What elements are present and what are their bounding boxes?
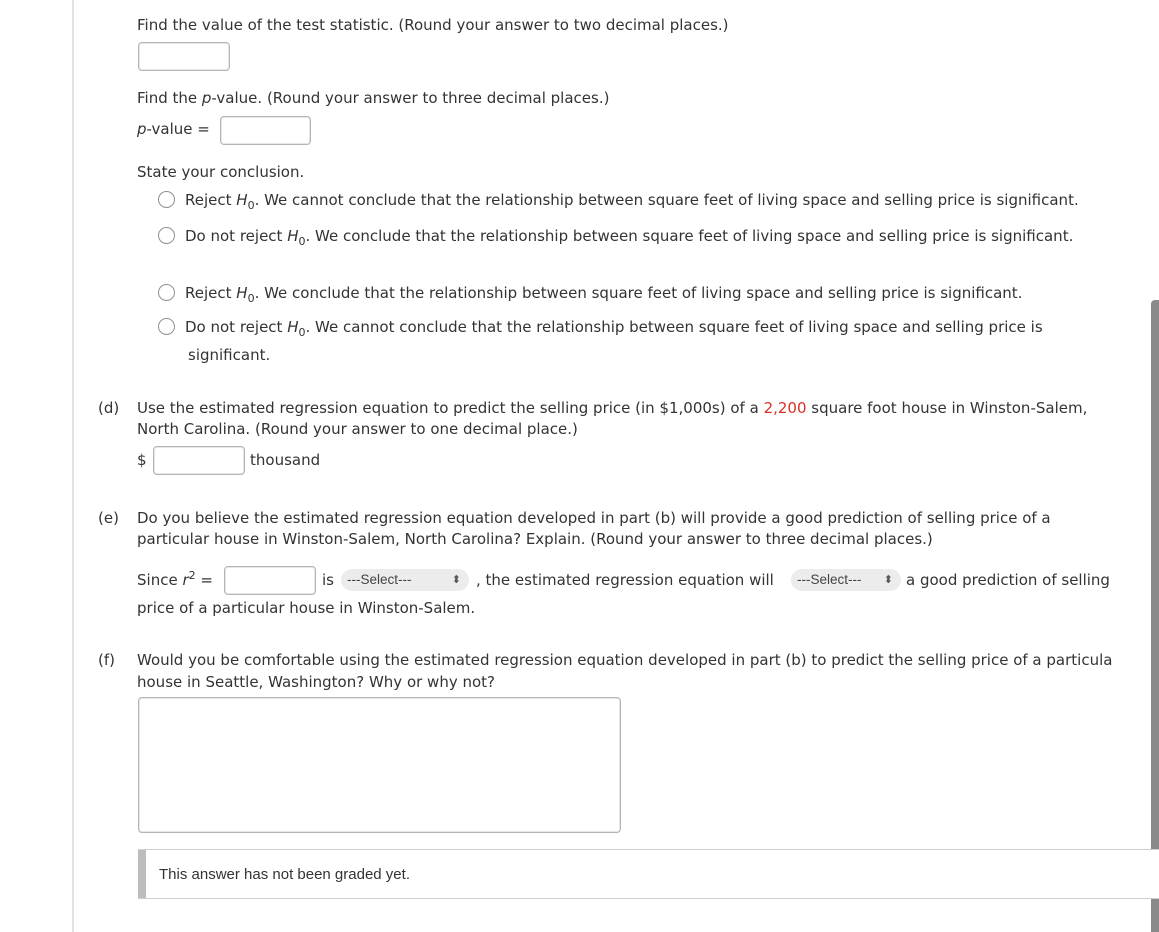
left-margin-rule — [72, 0, 74, 932]
unit-label: thousand — [250, 451, 321, 469]
part-e-question-line1: Do you believe the estimated regression equation developed in part (b) will provide a good prediction of selling price of a — [137, 509, 1051, 527]
radio-button[interactable] — [158, 191, 175, 208]
select-chevron-icon: ⬍ — [883, 574, 893, 586]
part-d-question-line1: Use the estimated regression equation to predict the selling price (in $1,000s) of a 2,200 square foot house in Winston-Salem, — [137, 399, 1088, 417]
is-label: is — [322, 571, 334, 589]
option-label-continued: significant. — [188, 346, 271, 364]
tail-text: a good prediction of selling — [906, 571, 1110, 589]
conclusion-prompt: State your conclusion. — [137, 163, 305, 181]
middle-text: , the estimated regression equation will — [476, 571, 774, 589]
part-f-question-line2: house in Seattle, Washington? Why or why not? — [137, 673, 496, 691]
predicted-price-input[interactable] — [153, 446, 245, 475]
radio-button[interactable] — [158, 318, 175, 335]
p-value-input[interactable] — [220, 116, 311, 145]
explanation-textarea[interactable] — [138, 697, 621, 833]
test-statistic-input[interactable] — [138, 42, 230, 71]
will-provide-select[interactable]: ---Select--- ⬍ — [791, 569, 901, 591]
currency-symbol: $ — [137, 451, 147, 469]
highlighted-value: 2,200 — [763, 399, 807, 417]
option-label: Do not reject $H_0$. We conclude that the relationship between square feet of living space and selling price is significant. — [185, 227, 1074, 248]
test-statistic-prompt: Find the value of the test statistic. (Round your answer to two decimal places.) — [137, 16, 729, 34]
grading-message: This answer has not been graded yet. — [159, 866, 410, 883]
option-label: Reject $H_0$. We cannot conclude that the relationship between square feet of living space and selling price is significant. — [185, 191, 1079, 212]
p-value-label: p-value = — [137, 120, 210, 138]
since-r-squared-label: Since $r^2$ = — [137, 569, 213, 589]
grading-status-panel — [138, 849, 1159, 899]
radio-button[interactable] — [158, 284, 175, 301]
part-e-label: (e) — [98, 509, 119, 527]
radio-button[interactable] — [158, 227, 175, 244]
option-label: Do not reject $H_0$. We cannot conclude that the relationship between square feet of living space and selling price is — [185, 318, 1043, 339]
part-e-question-line2: particular house in Winston-Salem, North Carolina? Explain. (Round your answer to three decimal places.) — [137, 530, 933, 548]
status-accent-bar — [138, 850, 146, 898]
r-squared-input[interactable] — [224, 566, 316, 595]
part-f-question-line1: Would you be comfortable using the estimated regression equation developed in part (b) to predict the selling price of a particula — [137, 651, 1113, 669]
page-scrollbar[interactable] — [1151, 300, 1159, 932]
part-f-label: (f) — [98, 651, 115, 669]
part-e-line4: price of a particular house in Winston-Salem. — [137, 599, 476, 617]
part-d-question-line2: North Carolina. (Round your answer to one decimal place.) — [137, 420, 578, 438]
select-chevron-icon: ⬍ — [451, 574, 461, 586]
p-value-prompt: Find the p-value. (Round your answer to three decimal places.) — [137, 89, 610, 107]
strength-select[interactable]: ---Select--- ⬍ — [341, 569, 469, 591]
option-label: Reject $H_0$. We conclude that the relationship between square feet of living space and selling price is significant. — [185, 284, 1023, 305]
part-d-label: (d) — [98, 399, 120, 417]
